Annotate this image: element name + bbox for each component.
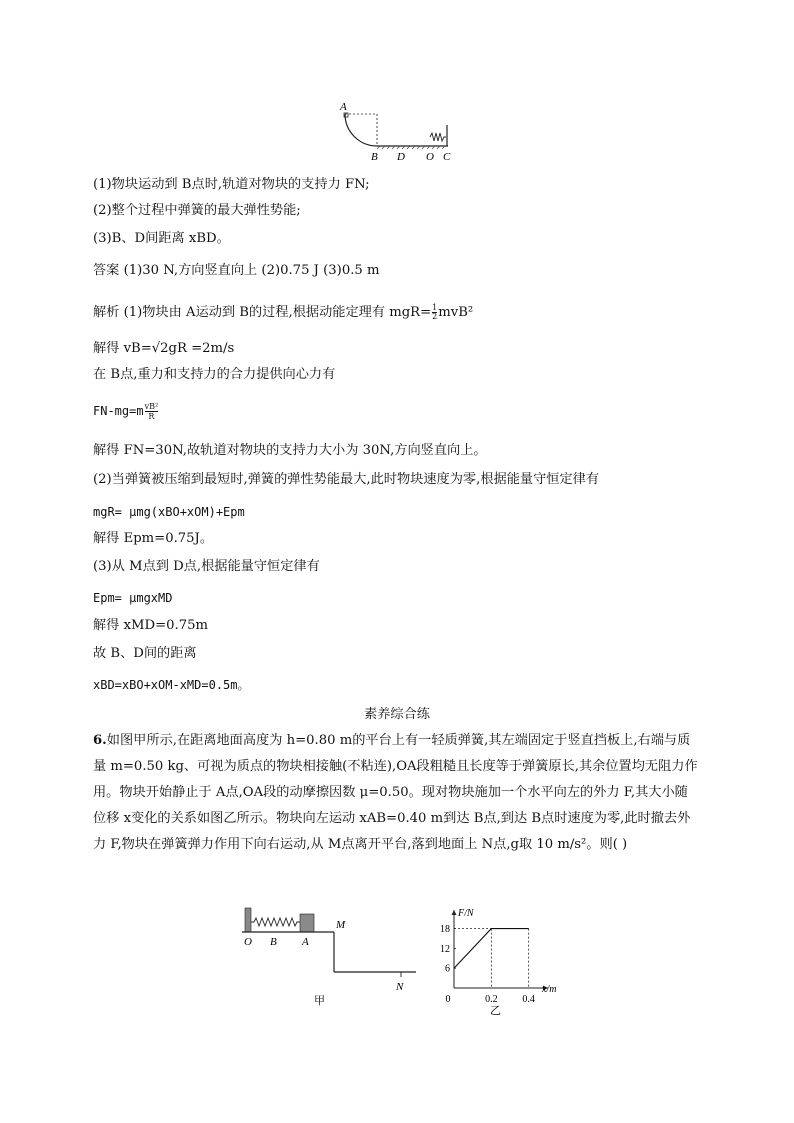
solution-line-7: mgR= μmg(xBO+xOM)+Epm: [93, 505, 245, 519]
y-tick-label: 18: [440, 924, 450, 936]
problem-6-text: 如图甲所示,在距离地面高度为 h=0.80 m的平台上有一轻质弹簧,其左端固定于竖直挡板上,右端与质量 m=0.50 kg、可视为质点的物块相接触(不粘连),OA段粗糙且长度等于弹簧原长,其余位置均无阻力作用。物块开始静止于 A点,OA段的动摩擦因数 μ=0.50。现对物块施加一个水平向左的外力 F,其大小随位移 x变化的关系如图乙所示。物块向左运动 xAB=0.40 m到达 B点,到达 B点时速度为零,此时撤去外力 F,物块在弹簧弹力作用下向右运动,从 M点离开平台,落到地面上 N点,g取 10 m/s²。则( ): [93, 733, 698, 852]
label-o: O: [426, 151, 434, 163]
label-m: M: [336, 919, 346, 931]
solution-line-1-tail: mvB²: [438, 305, 474, 320]
caption-yi: 乙: [490, 1005, 501, 1017]
label-b: B: [270, 936, 277, 948]
y-axis-label: F/N: [458, 908, 474, 919]
fraction-vb2: vB²: [144, 402, 159, 411]
fraction-vb2-over-r: [145, 402, 159, 421]
x-tick-label: 0: [445, 994, 451, 1005]
solution-line-13: xBD=xBO+xOM-xMD=0.5m。: [93, 678, 250, 692]
solution-line-12: 故 B、D间的距离: [93, 646, 197, 661]
label-a: A: [302, 936, 309, 948]
label-b: B: [371, 151, 378, 163]
question-1: (1)物块运动到 B点时,轨道对物块的支持力 FN;: [93, 177, 370, 192]
label-o: O: [244, 936, 252, 948]
problem-6: [93, 728, 698, 858]
fraction-r: R: [145, 411, 159, 421]
label-c: C: [443, 151, 451, 163]
solution-line-4: [93, 402, 158, 421]
section-title: 素养综合练: [364, 707, 430, 722]
solution-line-1: [93, 304, 473, 322]
solution-line-8: 解得 Epm=0.75J。: [93, 531, 214, 546]
fraction-den: 2: [432, 312, 438, 321]
x-tick-label: 0.2: [485, 994, 498, 1005]
fraction-half: [432, 304, 437, 321]
x-axis-label: x/m: [542, 984, 557, 995]
solution-line-5: 解得 FN=30N,故轨道对物块的支持力大小为 30N,方向竖直向上。: [93, 443, 487, 458]
solution-line-10: Epm= μmgxMD: [93, 591, 173, 605]
label-d: D: [397, 151, 405, 163]
answer-line: 答案 (1)30 N,方向竖直向上 (2)0.75 J (3)0.5 m: [93, 263, 380, 278]
track-diagram: [330, 100, 460, 164]
spring-icon: [251, 918, 300, 926]
solution-line-1-text: 解析 (1)物块由 A运动到 B的过程,根据动能定理有 mgR=: [93, 305, 432, 320]
solution-line-11: 解得 xMD=0.75m: [93, 618, 208, 633]
force-displacement-chart: [430, 900, 560, 1017]
solution-line-6: (2)当弹簧被压缩到最短时,弹簧的弹性势能最大,此时物块速度为零,根据能量守恒定律有: [93, 472, 600, 487]
x-tick-label: 0.4: [522, 994, 535, 1005]
problem-6-number: 6.: [93, 733, 107, 748]
fraction-num: 1: [432, 303, 438, 312]
block: [300, 914, 314, 932]
platform-diagram: [238, 906, 418, 1010]
label-a: A: [340, 101, 347, 113]
question-2: (2)整个过程中弹簧的最大弹性势能;: [93, 203, 301, 218]
solution-line-3: 在 B点,重力和支持力的合力提供向心力有: [93, 367, 336, 382]
y-axis-arrow: [452, 910, 457, 915]
solution-line-9: (3)从 M点到 D点,根据能量守恒定律有: [93, 559, 320, 574]
solution-line-4-lhs: FN-mg=m: [93, 404, 144, 418]
question-3: (3)B、D间距离 xBD。: [93, 231, 230, 246]
label-n: N: [396, 981, 404, 993]
solution-line-2: 解得 vB=√2gR =2m/s: [93, 341, 235, 356]
caption-jia: 甲: [314, 995, 325, 1007]
y-tick-label: 12: [440, 943, 450, 955]
y-tick-label: 6: [445, 963, 450, 975]
spring-icon: [430, 133, 446, 141]
